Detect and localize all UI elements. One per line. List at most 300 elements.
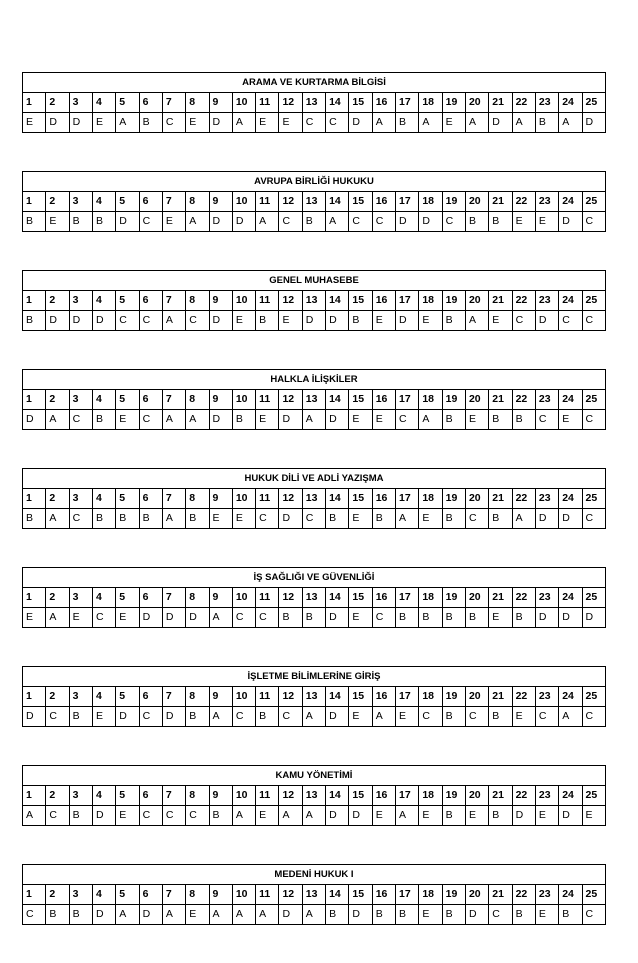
question-number: 18 (419, 687, 442, 707)
question-number: 20 (465, 489, 488, 509)
question-number: 20 (465, 885, 488, 905)
question-number: 5 (116, 291, 139, 311)
question-number: 16 (372, 786, 395, 806)
question-number: 2 (46, 192, 69, 212)
answer-cell: B (23, 311, 46, 331)
answer-cell: D (535, 311, 558, 331)
answer-cell: B (69, 707, 92, 727)
answer-cell: A (232, 905, 255, 925)
question-number: 22 (512, 786, 535, 806)
question-number: 1 (23, 588, 46, 608)
answer-cell: E (512, 212, 535, 232)
answer-cell: B (442, 311, 465, 331)
question-number-row (23, 687, 606, 707)
question-number: 22 (512, 192, 535, 212)
answer-cell: B (489, 410, 512, 430)
answer-cell: B (69, 212, 92, 232)
answer-cell: C (162, 806, 185, 826)
question-number: 14 (326, 885, 349, 905)
question-number: 3 (69, 390, 92, 410)
answer-cell: A (46, 608, 69, 628)
section-title: HUKUK DİLİ VE ADLİ YAZIŞMA (23, 469, 606, 489)
answer-cell: E (535, 212, 558, 232)
answer-cell: E (116, 806, 139, 826)
answer-cell: D (349, 905, 372, 925)
answer-cell: D (92, 905, 115, 925)
question-number: 17 (396, 588, 419, 608)
question-number: 6 (139, 93, 162, 113)
answer-cell: D (279, 905, 302, 925)
answer-row (23, 113, 606, 133)
question-number: 22 (512, 588, 535, 608)
question-number-row (23, 390, 606, 410)
answer-cell: C (582, 905, 606, 925)
question-number: 14 (326, 390, 349, 410)
answer-cell: C (512, 311, 535, 331)
answer-cell: D (209, 410, 232, 430)
answer-cell: D (489, 113, 512, 133)
answer-cell: B (92, 212, 115, 232)
question-number: 16 (372, 885, 395, 905)
answer-cell: C (256, 608, 279, 628)
question-number: 15 (349, 687, 372, 707)
answer-key-table (22, 765, 606, 826)
question-number: 5 (116, 885, 139, 905)
question-number: 3 (69, 687, 92, 707)
question-number: 13 (302, 489, 325, 509)
answer-cell: E (256, 410, 279, 430)
answer-cell: B (139, 113, 162, 133)
question-number: 1 (23, 489, 46, 509)
answer-cell: E (419, 806, 442, 826)
question-number: 12 (279, 390, 302, 410)
answer-cell: B (69, 905, 92, 925)
answer-cell: C (582, 311, 606, 331)
answer-cell: E (279, 113, 302, 133)
question-number: 17 (396, 885, 419, 905)
answer-cell: D (326, 410, 349, 430)
question-number: 13 (302, 588, 325, 608)
question-number: 23 (535, 489, 558, 509)
answer-cell: A (512, 113, 535, 133)
answer-cell: E (349, 707, 372, 727)
question-number: 24 (559, 291, 582, 311)
question-number: 9 (209, 93, 232, 113)
question-number: 16 (372, 291, 395, 311)
answer-cell: E (116, 410, 139, 430)
answer-cell: D (279, 410, 302, 430)
question-number-row (23, 489, 606, 509)
answer-cell: B (442, 806, 465, 826)
answer-cell: A (256, 212, 279, 232)
answer-cell: B (69, 806, 92, 826)
answer-cell: C (396, 410, 419, 430)
answer-cell: C (465, 509, 488, 529)
answer-cell: A (209, 608, 232, 628)
answer-cell: A (186, 212, 209, 232)
answer-cell: B (23, 212, 46, 232)
question-number: 24 (559, 687, 582, 707)
answer-cell: C (139, 212, 162, 232)
answer-cell: E (512, 707, 535, 727)
answer-cell: C (46, 707, 69, 727)
answer-cell: B (256, 311, 279, 331)
question-number: 4 (92, 93, 115, 113)
question-number: 19 (442, 192, 465, 212)
answer-row (23, 212, 606, 232)
answer-cell: B (396, 608, 419, 628)
answer-cell: C (186, 311, 209, 331)
question-number: 7 (162, 786, 185, 806)
question-number: 18 (419, 390, 442, 410)
question-number: 1 (23, 192, 46, 212)
answer-cell: C (23, 905, 46, 925)
question-number: 6 (139, 192, 162, 212)
answer-cell: A (279, 806, 302, 826)
answer-key-table (22, 666, 606, 727)
answer-cell: E (186, 113, 209, 133)
question-number: 13 (302, 93, 325, 113)
question-number: 10 (232, 192, 255, 212)
answer-cell: D (349, 113, 372, 133)
answer-cell: D (23, 410, 46, 430)
answer-cell: D (326, 806, 349, 826)
answer-cell: B (92, 509, 115, 529)
question-number: 23 (535, 291, 558, 311)
answer-cell: D (162, 608, 185, 628)
answer-cell: C (186, 806, 209, 826)
question-number: 22 (512, 885, 535, 905)
question-number: 9 (209, 390, 232, 410)
section-title: KAMU YÖNETİMİ (23, 766, 606, 786)
answer-cell: A (302, 905, 325, 925)
question-number: 23 (535, 390, 558, 410)
question-number: 15 (349, 291, 372, 311)
question-number: 19 (442, 786, 465, 806)
answer-cell: E (256, 806, 279, 826)
question-number: 25 (582, 291, 606, 311)
question-number: 17 (396, 786, 419, 806)
question-number: 5 (116, 786, 139, 806)
question-number: 9 (209, 192, 232, 212)
question-number: 8 (186, 885, 209, 905)
answer-cell: E (419, 509, 442, 529)
answer-row (23, 410, 606, 430)
question-number: 8 (186, 192, 209, 212)
answer-cell: B (489, 212, 512, 232)
question-number: 19 (442, 489, 465, 509)
question-number: 12 (279, 786, 302, 806)
answer-cell: A (209, 905, 232, 925)
question-number: 18 (419, 192, 442, 212)
answer-cell: B (512, 608, 535, 628)
answer-cell: D (116, 212, 139, 232)
question-number: 1 (23, 390, 46, 410)
answer-cell: D (302, 311, 325, 331)
answer-cell: D (559, 509, 582, 529)
question-number: 18 (419, 291, 442, 311)
answer-cell: D (116, 707, 139, 727)
answer-cell: E (372, 410, 395, 430)
answer-row (23, 311, 606, 331)
question-number: 5 (116, 588, 139, 608)
answer-cell: A (162, 905, 185, 925)
answer-cell: B (139, 509, 162, 529)
answer-cell: A (372, 707, 395, 727)
question-number: 14 (326, 588, 349, 608)
answer-cell: B (256, 707, 279, 727)
question-number: 11 (256, 885, 279, 905)
answer-cell: E (535, 806, 558, 826)
question-number: 11 (256, 390, 279, 410)
question-number: 7 (162, 192, 185, 212)
answer-cell: D (186, 608, 209, 628)
question-number-row (23, 291, 606, 311)
answer-cell: D (396, 212, 419, 232)
answer-cell: B (535, 113, 558, 133)
question-number: 20 (465, 786, 488, 806)
question-number: 20 (465, 390, 488, 410)
question-number: 16 (372, 687, 395, 707)
question-number: 23 (535, 93, 558, 113)
answer-cell: E (209, 509, 232, 529)
answer-cell: D (209, 311, 232, 331)
answer-cell: E (23, 608, 46, 628)
answer-cell: C (232, 608, 255, 628)
question-number: 8 (186, 786, 209, 806)
question-number: 13 (302, 291, 325, 311)
question-number: 10 (232, 489, 255, 509)
section-title: AVRUPA BİRLİĞİ HUKUKU (23, 172, 606, 192)
answer-cell: B (326, 509, 349, 529)
answer-cell: E (372, 311, 395, 331)
answer-cell: B (116, 509, 139, 529)
answer-cell: D (69, 311, 92, 331)
question-number: 21 (489, 192, 512, 212)
answer-cell: B (372, 905, 395, 925)
question-number: 10 (232, 291, 255, 311)
question-number: 12 (279, 192, 302, 212)
answer-cell: D (279, 509, 302, 529)
question-number: 2 (46, 489, 69, 509)
answer-cell: E (162, 212, 185, 232)
question-number: 15 (349, 588, 372, 608)
section-title: İŞLETME BİLİMLERİNE GİRİŞ (23, 667, 606, 687)
question-number: 12 (279, 489, 302, 509)
answer-cell: A (465, 113, 488, 133)
answer-cell: A (256, 905, 279, 925)
question-number: 21 (489, 687, 512, 707)
question-number: 16 (372, 588, 395, 608)
question-number: 3 (69, 489, 92, 509)
question-number: 3 (69, 786, 92, 806)
answer-cell: B (372, 509, 395, 529)
question-number: 10 (232, 588, 255, 608)
answer-cell: C (349, 212, 372, 232)
question-number: 18 (419, 588, 442, 608)
question-number: 23 (535, 192, 558, 212)
question-number: 5 (116, 687, 139, 707)
answer-cell: D (209, 113, 232, 133)
question-number: 18 (419, 786, 442, 806)
answer-cell: C (256, 509, 279, 529)
question-number: 25 (582, 786, 606, 806)
answer-cell: A (326, 212, 349, 232)
answer-cell: C (139, 311, 162, 331)
question-number: 23 (535, 786, 558, 806)
answer-cell: B (442, 707, 465, 727)
question-number: 22 (512, 93, 535, 113)
answer-row (23, 707, 606, 727)
answer-cell: D (465, 905, 488, 925)
answer-cell: E (535, 905, 558, 925)
answer-cell: E (116, 608, 139, 628)
answer-key-table (22, 369, 606, 430)
answer-cell: B (442, 608, 465, 628)
answer-row (23, 806, 606, 826)
answer-cell: C (139, 806, 162, 826)
question-number: 24 (559, 192, 582, 212)
answer-cell: B (186, 707, 209, 727)
question-number: 3 (69, 291, 92, 311)
question-number-row (23, 588, 606, 608)
answer-cell: A (162, 311, 185, 331)
answer-cell: C (279, 212, 302, 232)
question-number: 2 (46, 93, 69, 113)
answer-cell: D (582, 608, 606, 628)
question-number: 17 (396, 291, 419, 311)
answer-cell: A (396, 509, 419, 529)
question-number: 24 (559, 390, 582, 410)
answer-cell: B (442, 509, 465, 529)
question-number: 25 (582, 93, 606, 113)
answer-cell: E (349, 509, 372, 529)
question-number: 21 (489, 489, 512, 509)
question-number: 14 (326, 687, 349, 707)
answer-cell: A (559, 113, 582, 133)
question-number: 19 (442, 291, 465, 311)
question-number: 15 (349, 786, 372, 806)
question-number: 6 (139, 390, 162, 410)
answer-cell: E (46, 212, 69, 232)
answer-cell: B (442, 410, 465, 430)
question-number: 11 (256, 588, 279, 608)
question-number: 6 (139, 786, 162, 806)
question-number: 7 (162, 291, 185, 311)
answer-cell: E (419, 311, 442, 331)
question-number: 4 (92, 885, 115, 905)
question-number: 6 (139, 291, 162, 311)
question-number: 10 (232, 687, 255, 707)
question-number: 2 (46, 291, 69, 311)
question-number: 17 (396, 390, 419, 410)
question-number: 9 (209, 786, 232, 806)
answer-cell: C (582, 707, 606, 727)
question-number: 14 (326, 93, 349, 113)
answer-cell: B (489, 707, 512, 727)
answer-cell: C (372, 212, 395, 232)
question-number: 2 (46, 588, 69, 608)
question-number: 9 (209, 885, 232, 905)
answer-cell: D (512, 806, 535, 826)
question-number: 7 (162, 687, 185, 707)
question-number: 7 (162, 489, 185, 509)
question-number: 8 (186, 390, 209, 410)
answer-cell: A (162, 509, 185, 529)
question-number: 1 (23, 93, 46, 113)
question-number: 6 (139, 885, 162, 905)
question-number: 21 (489, 885, 512, 905)
answer-cell: E (92, 707, 115, 727)
question-number: 5 (116, 192, 139, 212)
question-number: 14 (326, 786, 349, 806)
answer-cell: B (442, 905, 465, 925)
question-number: 22 (512, 687, 535, 707)
question-number: 4 (92, 786, 115, 806)
question-number: 5 (116, 93, 139, 113)
answer-cell: A (559, 707, 582, 727)
answer-cell: D (326, 608, 349, 628)
question-number: 15 (349, 93, 372, 113)
answer-cell: D (69, 113, 92, 133)
question-number: 25 (582, 390, 606, 410)
question-number: 11 (256, 786, 279, 806)
answer-cell: C (559, 311, 582, 331)
question-number: 2 (46, 390, 69, 410)
answer-cell: A (302, 707, 325, 727)
answer-cell: A (46, 410, 69, 430)
answer-cell: B (186, 509, 209, 529)
answer-cell: C (46, 806, 69, 826)
answer-cell: B (302, 608, 325, 628)
answer-cell: D (139, 608, 162, 628)
answer-cell: C (535, 410, 558, 430)
question-number: 18 (419, 885, 442, 905)
answer-row (23, 509, 606, 529)
answer-cell: C (465, 707, 488, 727)
answer-key-table (22, 72, 606, 133)
answer-cell: B (489, 806, 512, 826)
question-number: 1 (23, 687, 46, 707)
question-number: 13 (302, 786, 325, 806)
question-number: 11 (256, 93, 279, 113)
question-number: 12 (279, 291, 302, 311)
answer-cell: A (116, 113, 139, 133)
question-number: 2 (46, 687, 69, 707)
question-number: 13 (302, 885, 325, 905)
question-number: 19 (442, 93, 465, 113)
answer-cell: B (302, 212, 325, 232)
answer-cell: A (46, 509, 69, 529)
question-number: 9 (209, 687, 232, 707)
question-number: 15 (349, 390, 372, 410)
question-number: 11 (256, 192, 279, 212)
question-number: 17 (396, 192, 419, 212)
answer-cell: A (302, 410, 325, 430)
answer-cell: B (92, 410, 115, 430)
question-number: 19 (442, 885, 465, 905)
question-number: 16 (372, 192, 395, 212)
question-number: 12 (279, 588, 302, 608)
question-number: 25 (582, 489, 606, 509)
question-number: 20 (465, 291, 488, 311)
answer-key-table (22, 270, 606, 331)
answer-cell: E (232, 509, 255, 529)
answer-cell: E (23, 113, 46, 133)
question-number: 15 (349, 885, 372, 905)
question-number: 16 (372, 390, 395, 410)
answer-cell: B (465, 212, 488, 232)
